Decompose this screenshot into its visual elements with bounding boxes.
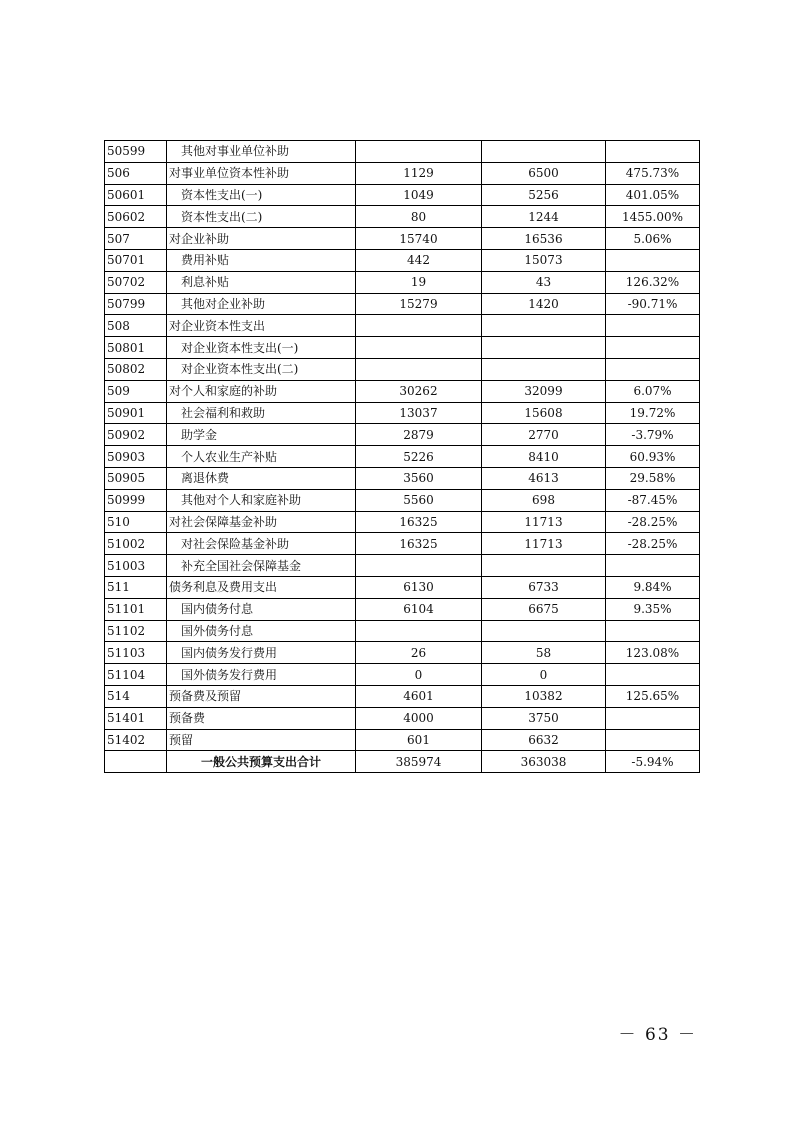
row-name-cell: 对企业资本性支出(二) <box>167 358 356 380</box>
row-value2-cell: 0 <box>482 664 606 686</box>
row-percent-cell: 60.93% <box>606 446 700 468</box>
row-name-cell: 对企业资本性支出(一) <box>167 337 356 359</box>
row-value1-cell: 15740 <box>356 228 482 250</box>
total-row <box>105 751 700 773</box>
row-code-cell: 51401 <box>105 707 167 729</box>
row-value2-cell: 6675 <box>482 598 606 620</box>
row-value1-cell: 2879 <box>356 424 482 446</box>
row-percent-cell: -87.45% <box>606 489 700 511</box>
row-value2-cell <box>482 315 606 337</box>
row-value1-cell: 16325 <box>356 511 482 533</box>
row-value1-cell: 5560 <box>356 489 482 511</box>
table-row <box>105 184 700 206</box>
row-code-cell: 50799 <box>105 293 167 315</box>
row-code-cell: 514 <box>105 685 167 707</box>
row-percent-cell <box>606 729 700 751</box>
row-code-cell: 50905 <box>105 467 167 489</box>
row-code-cell: 51002 <box>105 533 167 555</box>
row-name-cell: 资本性支出(一) <box>167 184 356 206</box>
row-name-cell: 利息补贴 <box>167 271 356 293</box>
table-row <box>105 555 700 577</box>
row-code-cell: 50802 <box>105 358 167 380</box>
row-code-cell: 508 <box>105 315 167 337</box>
table-row <box>105 206 700 228</box>
row-percent-cell: 125.65% <box>606 685 700 707</box>
row-code-cell: 50702 <box>105 271 167 293</box>
row-name-cell: 资本性支出(二) <box>167 206 356 228</box>
row-percent-cell <box>606 337 700 359</box>
row-percent-cell: -90.71% <box>606 293 700 315</box>
table-row <box>105 293 700 315</box>
row-percent-cell: 6.07% <box>606 380 700 402</box>
table-row <box>105 620 700 642</box>
row-name-cell: 债务利息及费用支出 <box>167 576 356 598</box>
row-code-cell: 51003 <box>105 555 167 577</box>
row-value1-cell: 1049 <box>356 184 482 206</box>
row-percent-cell: 123.08% <box>606 642 700 664</box>
row-name-cell: 其他对事业单位补助 <box>167 141 356 163</box>
total-value2-cell: 363038 <box>482 751 606 773</box>
row-value1-cell: 6130 <box>356 576 482 598</box>
row-name-cell: 国内债务发行费用 <box>167 642 356 664</box>
row-value1-cell: 4000 <box>356 707 482 729</box>
row-name-cell: 预留 <box>167 729 356 751</box>
row-value1-cell <box>356 620 482 642</box>
row-percent-cell: 5.06% <box>606 228 700 250</box>
row-percent-cell <box>606 141 700 163</box>
row-percent-cell: 126.32% <box>606 271 700 293</box>
row-value1-cell: 1129 <box>356 162 482 184</box>
row-value1-cell: 16325 <box>356 533 482 555</box>
table-row <box>105 467 700 489</box>
row-value2-cell: 15608 <box>482 402 606 424</box>
row-percent-cell <box>606 315 700 337</box>
row-percent-cell: 9.84% <box>606 576 700 598</box>
row-value2-cell <box>482 358 606 380</box>
row-name-cell: 国外债务发行费用 <box>167 664 356 686</box>
row-code-cell: 510 <box>105 511 167 533</box>
row-percent-cell: 1455.00% <box>606 206 700 228</box>
row-value2-cell: 6500 <box>482 162 606 184</box>
row-code-cell: 51103 <box>105 642 167 664</box>
row-percent-cell: 29.58% <box>606 467 700 489</box>
row-code-cell: 50601 <box>105 184 167 206</box>
row-name-cell: 国外债务付息 <box>167 620 356 642</box>
row-code-cell: 51102 <box>105 620 167 642</box>
table-row <box>105 729 700 751</box>
row-name-cell: 国内债务付息 <box>167 598 356 620</box>
row-name-cell: 预备费及预留 <box>167 685 356 707</box>
total-code-cell <box>105 751 167 773</box>
row-percent-cell <box>606 620 700 642</box>
row-value2-cell: 32099 <box>482 380 606 402</box>
row-name-cell: 离退休费 <box>167 467 356 489</box>
table-row <box>105 489 700 511</box>
table-row <box>105 249 700 271</box>
row-code-cell: 50999 <box>105 489 167 511</box>
row-value1-cell: 19 <box>356 271 482 293</box>
table-row <box>105 228 700 250</box>
row-name-cell: 对企业补助 <box>167 228 356 250</box>
row-value1-cell: 3560 <box>356 467 482 489</box>
table-row <box>105 642 700 664</box>
row-code-cell: 509 <box>105 380 167 402</box>
row-percent-cell <box>606 664 700 686</box>
table-row <box>105 511 700 533</box>
row-code-cell: 506 <box>105 162 167 184</box>
row-value2-cell: 6733 <box>482 576 606 598</box>
table-row <box>105 664 700 686</box>
row-value1-cell <box>356 315 482 337</box>
row-value1-cell <box>356 337 482 359</box>
table-row <box>105 141 700 163</box>
row-code-cell: 507 <box>105 228 167 250</box>
table-row <box>105 424 700 446</box>
row-code-cell: 50602 <box>105 206 167 228</box>
row-percent-cell: 475.73% <box>606 162 700 184</box>
row-name-cell: 社会福利和救助 <box>167 402 356 424</box>
row-value1-cell: 30262 <box>356 380 482 402</box>
row-value1-cell: 13037 <box>356 402 482 424</box>
row-value2-cell: 8410 <box>482 446 606 468</box>
row-name-cell: 对个人和家庭的补助 <box>167 380 356 402</box>
row-value2-cell: 3750 <box>482 707 606 729</box>
row-code-cell: 50902 <box>105 424 167 446</box>
row-code-cell: 50701 <box>105 249 167 271</box>
page-number: － 63 － <box>618 1025 697 1045</box>
row-value2-cell: 58 <box>482 642 606 664</box>
row-name-cell: 个人农业生产补贴 <box>167 446 356 468</box>
row-value1-cell <box>356 141 482 163</box>
row-percent-cell <box>606 249 700 271</box>
row-value1-cell: 5226 <box>356 446 482 468</box>
row-value1-cell <box>356 555 482 577</box>
row-name-cell: 对社会保险基金补助 <box>167 533 356 555</box>
row-value2-cell: 2770 <box>482 424 606 446</box>
row-name-cell: 对事业单位资本性补助 <box>167 162 356 184</box>
row-value1-cell: 6104 <box>356 598 482 620</box>
row-value2-cell: 11713 <box>482 511 606 533</box>
row-value2-cell <box>482 337 606 359</box>
row-percent-cell: 9.35% <box>606 598 700 620</box>
row-code-cell: 50903 <box>105 446 167 468</box>
row-percent-cell <box>606 358 700 380</box>
total-value1-cell: 385974 <box>356 751 482 773</box>
row-percent-cell: 19.72% <box>606 402 700 424</box>
table-row <box>105 576 700 598</box>
total-label-cell: 一般公共预算支出合计 <box>167 751 356 773</box>
row-value1-cell: 601 <box>356 729 482 751</box>
table-row <box>105 162 700 184</box>
row-code-cell: 50801 <box>105 337 167 359</box>
row-value2-cell <box>482 620 606 642</box>
row-name-cell: 其他对个人和家庭补助 <box>167 489 356 511</box>
row-value2-cell: 5256 <box>482 184 606 206</box>
row-code-cell: 51101 <box>105 598 167 620</box>
row-value2-cell: 43 <box>482 271 606 293</box>
row-name-cell: 对社会保障基金补助 <box>167 511 356 533</box>
row-name-cell: 预备费 <box>167 707 356 729</box>
row-name-cell: 补充全国社会保障基金 <box>167 555 356 577</box>
row-percent-cell <box>606 707 700 729</box>
table-row <box>105 446 700 468</box>
table-row <box>105 315 700 337</box>
row-value1-cell: 80 <box>356 206 482 228</box>
row-value1-cell: 4601 <box>356 685 482 707</box>
row-value2-cell <box>482 555 606 577</box>
table-body <box>105 141 700 773</box>
row-value2-cell <box>482 141 606 163</box>
table-row <box>105 380 700 402</box>
total-percent-cell: -5.94% <box>606 751 700 773</box>
row-percent-cell: -28.25% <box>606 511 700 533</box>
row-code-cell: 50599 <box>105 141 167 163</box>
row-percent-cell: -28.25% <box>606 533 700 555</box>
budget-expenditure-table <box>104 140 700 773</box>
row-value2-cell: 16536 <box>482 228 606 250</box>
row-code-cell: 50901 <box>105 402 167 424</box>
table-row <box>105 598 700 620</box>
row-percent-cell: -3.79% <box>606 424 700 446</box>
table-row <box>105 685 700 707</box>
table-row <box>105 402 700 424</box>
row-value2-cell: 10382 <box>482 685 606 707</box>
row-value1-cell: 0 <box>356 664 482 686</box>
row-code-cell: 51402 <box>105 729 167 751</box>
row-value2-cell: 698 <box>482 489 606 511</box>
row-value2-cell: 6632 <box>482 729 606 751</box>
table-row <box>105 707 700 729</box>
table-row <box>105 533 700 555</box>
table-row <box>105 358 700 380</box>
row-name-cell: 其他对企业补助 <box>167 293 356 315</box>
table-row <box>105 271 700 293</box>
row-value1-cell: 26 <box>356 642 482 664</box>
row-value1-cell: 15279 <box>356 293 482 315</box>
table-row <box>105 337 700 359</box>
row-value1-cell <box>356 358 482 380</box>
row-value2-cell: 1244 <box>482 206 606 228</box>
row-value1-cell: 442 <box>356 249 482 271</box>
row-percent-cell <box>606 555 700 577</box>
row-code-cell: 51104 <box>105 664 167 686</box>
row-name-cell: 助学金 <box>167 424 356 446</box>
row-value2-cell: 15073 <box>482 249 606 271</box>
row-percent-cell: 401.05% <box>606 184 700 206</box>
row-value2-cell: 4613 <box>482 467 606 489</box>
row-value2-cell: 11713 <box>482 533 606 555</box>
row-code-cell: 511 <box>105 576 167 598</box>
row-value2-cell: 1420 <box>482 293 606 315</box>
row-name-cell: 费用补贴 <box>167 249 356 271</box>
row-name-cell: 对企业资本性支出 <box>167 315 356 337</box>
